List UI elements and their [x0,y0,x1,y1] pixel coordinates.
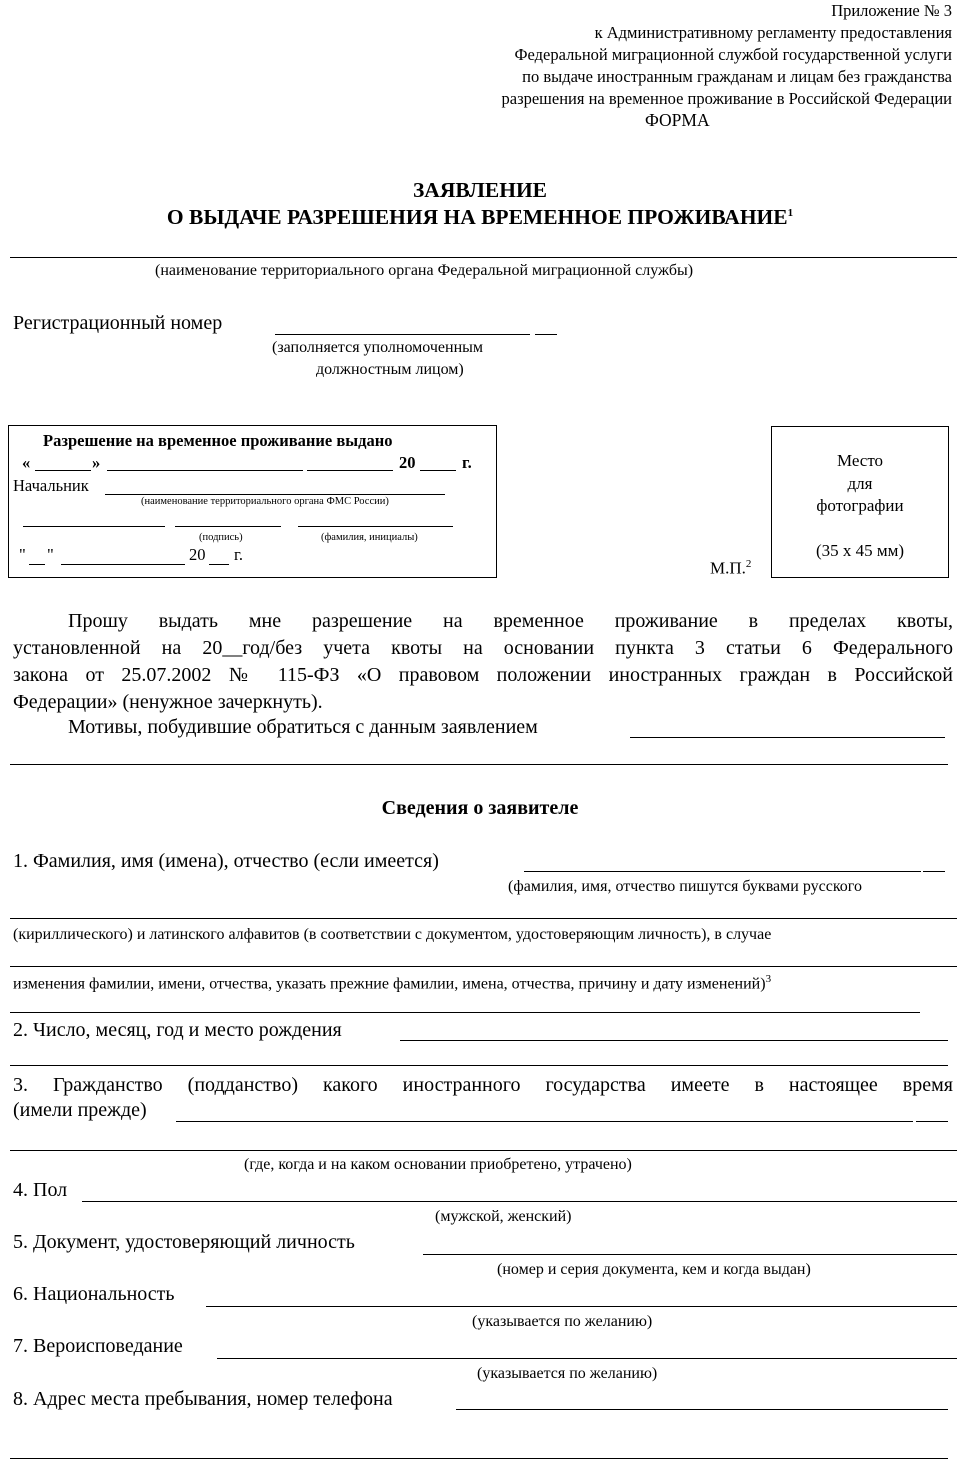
request-text: Федерации» (ненужное зачеркнуть). [13,691,323,713]
name-caption: (фамилия, инициалы) [321,532,418,543]
q3-citizenship-field[interactable] [176,1121,913,1122]
chief-authority-field[interactable] [105,494,445,495]
registration-caption: (заполняется уполномоченным [272,339,483,356]
motives-label: Мотивы, побудившие обратиться с данным заявлением [68,716,538,738]
q1-caption: (кириллического) и латинского алфавитов (в соответствии с документом, удостоверяющим личность), в случае [13,926,772,943]
q7-caption: (указывается по желанию) [477,1365,658,1382]
q3-caption: (где, когда и на каком основании приобретено, утрачено) [244,1156,632,1173]
appendix-ref-line: разрешения на временное проживание в Российской Федерации [501,89,952,108]
q4-caption: (мужской, женский) [435,1208,572,1225]
name-field[interactable] [298,526,453,527]
form-label: ФОРМА [645,110,710,130]
q7-label: 7. Вероисповедание [13,1335,183,1357]
document-title: ЗАЯВЛЕНИЕ [412,178,548,202]
permit-heading: Разрешение на временное проживание выдано [43,431,393,450]
date2-year-prefix: 20 [189,545,206,564]
permit-issued-box [8,425,497,578]
footnote-mark: 1 [787,206,794,219]
permit-year-suffix: г. [462,453,472,472]
request-text: установленной на 20__год/без учета квоты на основании пункта 3 статьи 6 Федерального [13,637,953,659]
q2-birth-field[interactable] [400,1040,948,1041]
q3-label: 3. Гражданство (подданство) какого иностранного государства имеете в настоящее время [13,1074,953,1096]
q2-label: 2. Число, месяц, год и место рождения [13,1019,342,1041]
applicant-section-title: Сведения о заявителе [381,797,579,819]
q6-caption: (указывается по желанию) [472,1313,653,1330]
date2-quote-close: " [47,545,54,564]
q8-address-field[interactable] [456,1409,948,1410]
date2-quote-open: " [19,545,26,564]
appendix-ref-line: Федеральной миграционной службой государственной услуги [514,45,952,64]
appendix-ref-line: по выдаче иностранным гражданам и лицам без гражданства [522,67,952,86]
q1-caption: (фамилия, имя, отчество пишутся буквами русского [508,878,862,895]
photo-label: для [847,474,873,493]
photo-label: Место [836,451,884,470]
date2-year-field[interactable] [209,564,229,565]
request-text: закона от 25.07.2002 № 115-ФЗ «О правовом положении иностранных граждан в Российской [13,664,953,686]
q4-sex-field[interactable] [82,1201,957,1202]
appendix-number: Приложение № 3 [831,1,952,20]
q4-label: 4. Пол [13,1179,68,1201]
registration-caption: должностным лицом) [316,361,464,378]
date2-day-field[interactable] [29,564,45,565]
date2-year-suffix: г. [234,545,244,564]
signature-caption: (подпись) [199,532,243,543]
signature-field-2[interactable] [175,526,281,527]
photo-label: фотографии [816,496,904,515]
registration-number-field-tail[interactable] [535,334,557,335]
permit-date-close-quote: » [92,453,101,472]
date2-month-field[interactable] [61,564,185,565]
permit-year-field[interactable] [420,470,456,471]
footnote-mark: 3 [765,973,772,985]
permit-year-prefix: 20 [399,453,416,472]
q3-citizenship-field-tail[interactable] [916,1121,948,1122]
authority-field[interactable] [10,257,957,258]
q1-name-field-2[interactable] [10,918,957,919]
photo-size: (35 х 45 мм) [815,541,905,560]
permit-month-field-2[interactable] [307,470,393,471]
document-subtitle: О ВЫДАЧЕ РАЗРЕШЕНИЯ НА ВРЕМЕННОЕ ПРОЖИВАНИЕ$^1$ [166,205,794,229]
q8-label: 8. Адрес места пребывания, номер телефона [13,1388,393,1410]
authority-caption: (наименование территориального органа Федеральной миграционной службы) [155,262,694,279]
q1-name-field-3[interactable] [10,966,957,967]
chief-label: Начальник [13,476,89,495]
q1-name-field-tail[interactable] [923,871,945,872]
q6-label: 6. Национальность [13,1283,175,1305]
appendix-ref-line: к Административному регламенту предоставления [594,23,952,42]
stamp-place: М.П.$^2$ [710,558,752,578]
chief-authority-caption: (наименование территориального органа ФМС России) [141,496,389,507]
footnote-mark: 2 [745,558,752,570]
registration-label: Регистрационный номер [13,312,223,334]
q5-document-field[interactable] [423,1254,957,1255]
q7-religion-field[interactable] [217,1358,957,1359]
q8-address-field-2[interactable] [10,1458,948,1459]
signature-field[interactable] [23,526,165,527]
q1-name-field-4[interactable] [10,1012,920,1013]
q3-citizenship-field-2[interactable] [10,1150,957,1151]
registration-number-field[interactable] [275,334,530,335]
q2-birth-field-2[interactable] [10,1065,948,1066]
q1-label: 1. Фамилия, имя (имена), отчество (если имеется) [13,850,439,872]
q1-caption: изменения фамилии, имени, отчества, указать прежние фамилии, имена, отчества, причину и дату изменений)$^3$ [13,973,772,993]
q1-name-field[interactable] [524,871,921,872]
q3-label: (имели прежде) [13,1099,147,1121]
request-text: Прошу выдать мне разрешение на временное проживание в пределах квоты, [68,610,953,632]
permit-day-field[interactable] [35,470,91,471]
motives-field-2[interactable] [10,764,948,765]
permit-date-open-quote: « [22,453,31,472]
motives-field[interactable] [630,737,945,738]
permit-month-field[interactable] [107,470,303,471]
q5-caption: (номер и серия документа, кем и когда выдан) [497,1261,811,1278]
photo-box [771,426,949,578]
q5-label: 5. Документ, удостоверяющий личность [13,1231,355,1253]
q6-nationality-field[interactable] [206,1306,957,1307]
